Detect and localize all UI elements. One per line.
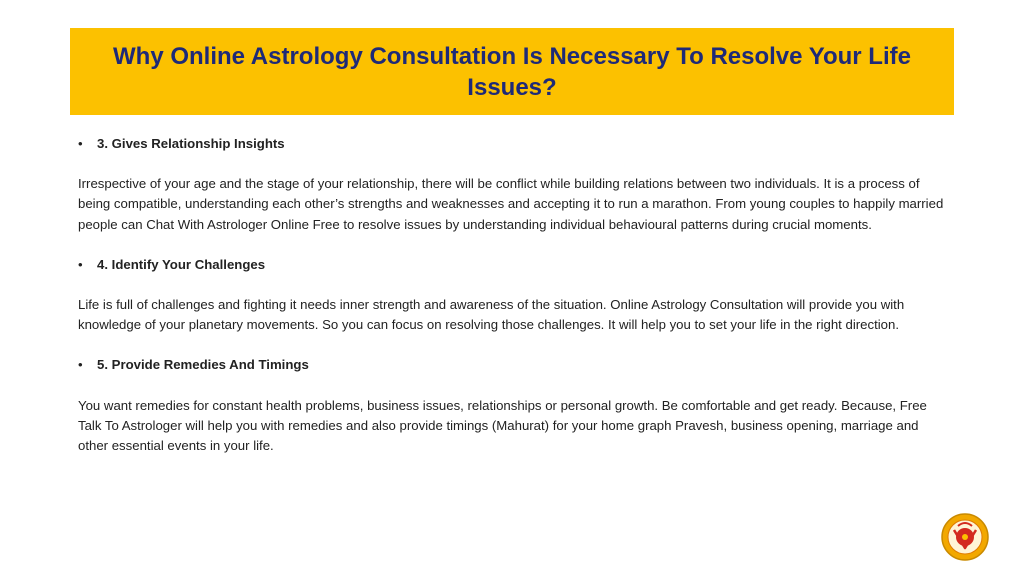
section-heading-label: 3. Gives Relationship Insights <box>97 136 285 151</box>
bullet-icon: • <box>78 357 83 373</box>
bullet-icon: • <box>78 136 83 151</box>
page-title: Why Online Astrology Consultation Is Necessary To Resolve Your Life Issues? <box>113 42 911 101</box>
section-heading-label: 4. Identify Your Challenges <box>97 256 266 272</box>
section-heading-remedies <box>78 355 948 375</box>
section-heading-challenges <box>78 255 948 275</box>
section-heading-label: 5. Provide Remedies And Timings <box>97 357 309 373</box>
bullet-icon: • <box>78 256 83 272</box>
section-body-remedies: You want remedies for constant health problems, business issues, relationships or personal growth. Be comfortable and get ready. Because, Free Talk To Astrologer will help you with remedies and also provide timings (Mahurat) for your home graph Pravesh, business opening, marriage and other essential events in your life. <box>78 397 927 454</box>
astrology-logo-icon <box>940 512 990 562</box>
title-banner <box>70 28 954 115</box>
section-body-challenges: Life is full of challenges and fighting it needs inner strength and awareness of the situation. Online Astrology Consultation will provide you with knowledge of your planetary movements. So you can focus on resolving those challenges. It will help you to set your life in the right direction. <box>78 297 905 333</box>
slide-content <box>78 134 948 476</box>
section-heading-relationship <box>78 134 948 154</box>
section-body-relationship: Irrespective of your age and the stage of your relationship, there will be conflict while building relations between two individuals. It is a process of being compatible, understanding each other’s strengths and weaknesses and accepting it to run a marathon. From young couples to happily married people can Chat With Astrologer Online Free to resolve issues by understanding individual behavioural patterns during crucial moments. <box>78 176 944 232</box>
